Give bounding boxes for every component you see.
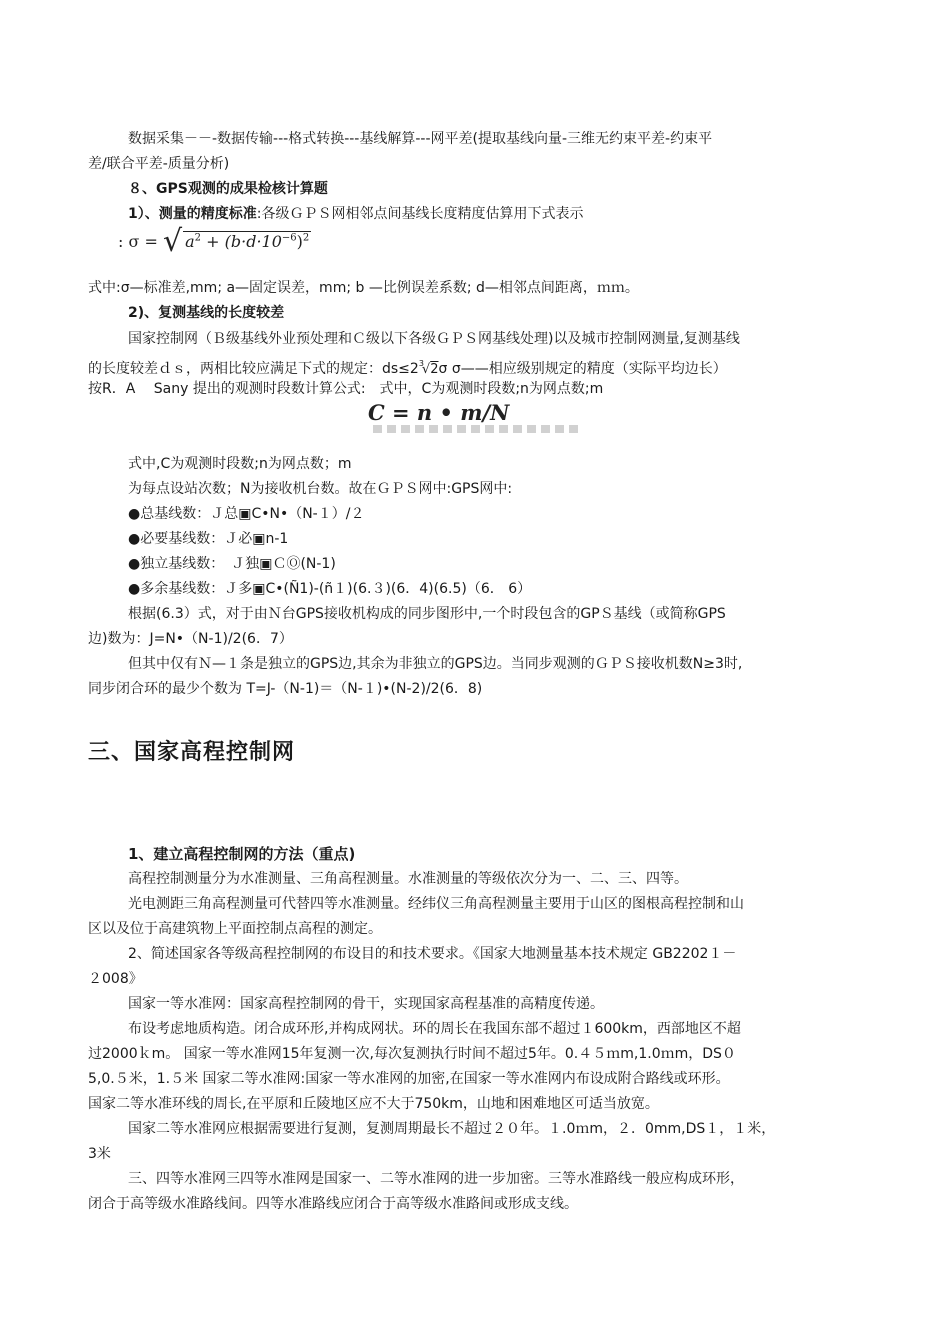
b-d-term: (b·d·10: [224, 232, 282, 251]
session-formula: C = n • m/N: [368, 400, 510, 425]
text-line: 差/联合平差-质量分析): [88, 156, 230, 172]
exponent: −6: [281, 232, 297, 244]
radicand: $a^2 + (b\cdot d\cdot 10^{-6})^2$: [185, 232, 310, 251]
close-paren: ): [296, 232, 303, 251]
text-line: 国家二等水准网应根据需要进行复测，复测周期最长不超过２０年。１.0ｍm，２．0mm,DS１，１米，: [128, 1121, 776, 1137]
text-line: 光电测距三角高程测量可代替四等水准测量。经纬仪三角高程测量主要用于山区的图根高程控制和山: [128, 896, 744, 912]
text-line: ２008》: [88, 971, 143, 987]
plus: +: [206, 232, 220, 251]
text-line: 布设考虑地质构造。闭合成环形,并构成网状。环的周长在我国东部不超过１600km，西部地区不超: [128, 1021, 741, 1037]
text-line: 国家二等水准环线的周长,在平原和丘陵地区应不大于750km，山地和困难地区可适当放宽。: [88, 1096, 659, 1112]
text-line: 根据(6.3）式，对于由Ｎ台GPS接收机构成的同步图形中,一个时段包含的GPＳ基线（或简称GPS: [128, 606, 726, 622]
text-line: [88, 355, 868, 379]
chapter-heading: 三、国家高程控制网: [88, 740, 296, 765]
text-line: 数据采集－－-数据传输---格式转换---基线解算---网平差(提取基线向量-三维无约束平差-约束平: [128, 131, 713, 147]
text-line: 按R．A Sany 提出的观测时段数计算公式: 式中，C为观测时段数;n为网点数;m: [88, 381, 604, 397]
text-line: 三、四等水准网三四等水准网是国家一、二等水准网的进一步加密。三等水准路线一般应构成环形，: [128, 1171, 744, 1187]
section-heading: ８、GPS观测的成果检核计算题: [128, 181, 328, 197]
text-line: 高程控制测量分为水准测量、三角高程测量。水准测量的等级依次分为一、二、三、四等。: [128, 871, 688, 887]
text-line: 式中:σ—标准差,mm; a—固定误差，mm; b —比例误差系数; d—相邻点间距离，ｍｍ。: [88, 280, 639, 296]
formula-lhs: σ: [128, 232, 140, 251]
bullet-item: ●多余基线数：Ｊ多▣C•(Ñ1)-(ñ１)(6.３)(6．4)(6.5)（6． 6）: [128, 581, 532, 597]
square: 2: [302, 232, 310, 244]
section-heading: 1、建立高程控制网的方法（重点): [128, 845, 356, 863]
text-line: 国家一等水准网：国家高程控制网的骨干，实现国家高程基准的高精度传递。: [128, 996, 604, 1012]
square-root: [163, 224, 311, 259]
text-line: 3米: [88, 1146, 111, 1162]
text-line: 式中,C为观测时段数;n为网点数；m: [128, 456, 352, 472]
root-index: 3: [418, 359, 424, 368]
text-line: 同步闭合环的最少个数为 T=J-（N-1)＝（N-１)•(N-2)/2(6．8): [88, 681, 483, 697]
text-line: 但其中仅有Ｎ—１条是独立的GPS边,其余为非独立的GPS边。当同步观测的ＧＰＳ接收机数N≥3时,: [128, 656, 743, 672]
var-a: a: [185, 232, 195, 251]
faded-artifact: [373, 425, 583, 433]
text-line: 国家控制网（Ｂ级基线外业预处理和Ｃ级以下各级ＧＰＳ网基线处理)以及城市控制网测量,复测基线: [128, 331, 740, 347]
text-line: 过2000ｋm。 国家一等水准网15年复测一次,每次复测执行时间不超过5年。0.４５ｍm,1.0ｍm，DS０: [88, 1046, 736, 1062]
cube-root: $^3$√2: [418, 359, 439, 377]
subheading: 1）、测量的精度标准: [128, 206, 257, 222]
text-line: 边)数为：J=N•（N-1)/2(6．7）: [88, 631, 293, 647]
bullet-item: ●必要基线数：Ｊ必▣n-1: [128, 531, 289, 547]
sigma-formula: [118, 224, 311, 259]
text-span: σ σ——相应级别规定的精度（实际平均边长）: [438, 361, 727, 377]
text-line: 区以及位于高建筑物上平面控制点高程的测定。: [88, 921, 382, 937]
text-span: 的长度较差ｄｓ，两相比较应满足下式的规定：ds≤2: [88, 361, 419, 377]
text-line: 2、简述国家各等级高程控制网的布设目的和技术要求。《国家大地测量基本技术规定 GB2202１－: [128, 946, 737, 962]
text-span: :各级ＧＰＳ网相邻点间基线长度精度估算用下式表示: [256, 206, 584, 222]
root-radicand: 2: [430, 362, 439, 377]
radical-sign-icon: √: [163, 224, 183, 259]
formula-lead: :: [118, 232, 124, 251]
text-line: 为每点设站次数；N为接收机台数。故在ＧＰＳ网中:GPS网中:: [128, 481, 513, 497]
text-line: 5,0.５米，1.５米 国家二等水准网:国家一等水准网的加密,在国家一等水准网内布设成附合路线或环形。: [88, 1071, 730, 1087]
formula-eq: =: [144, 232, 158, 251]
bullet-item: ●独立基线数： Ｊ独▣ＣⓄ(N-1): [128, 556, 336, 572]
bullet-item: ●总基线数：Ｊ总▣C•N•（N-１）/２: [128, 506, 365, 522]
text-line: [128, 205, 868, 223]
text-line: 闭合于高等级水准路线间。四等水准路线应闭合于高等级水准路间或形成支线。: [88, 1196, 578, 1212]
subheading: 2)、复测基线的长度较差: [128, 305, 285, 321]
